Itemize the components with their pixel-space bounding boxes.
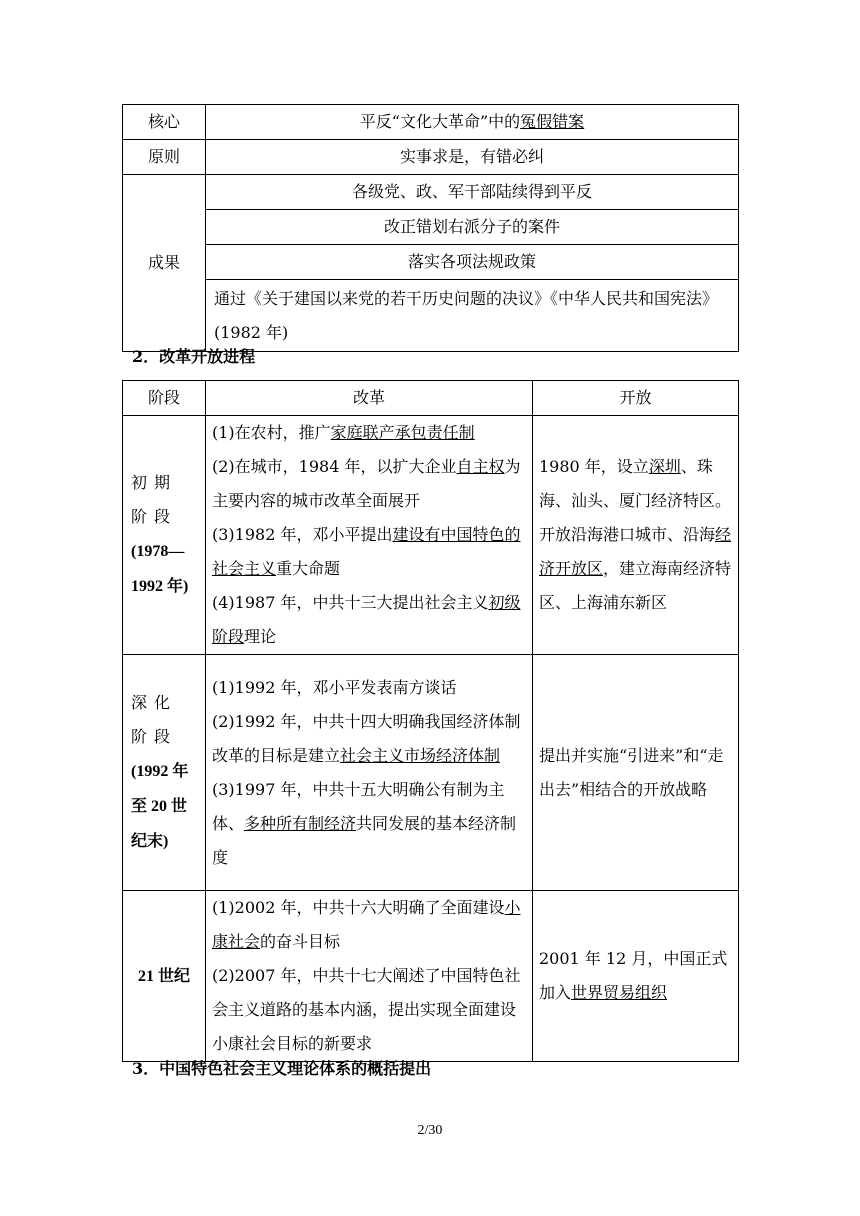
stage-early: 初期阶段 (1978—1992 年) <box>123 416 206 655</box>
header-reform: 改革 <box>206 381 533 416</box>
section-heading-theory: 3．中国特色社会主义理论体系的概括提出 <box>132 1059 432 1078</box>
result-item: 通过《关于建国以来党的若干历史问题的决议》《中华人民共和国宪法》(1982 年) <box>206 280 739 352</box>
reform-item: (3)1997 年，中共十五大明确公有制为主体、多种所有制经济共同发展的基本经济制度 <box>212 779 517 867</box>
reform-deepening <box>206 655 533 891</box>
reform-item: (1)在农村，推广家庭联产承包责任制 <box>212 423 475 442</box>
result-item: 改正错划右派分子的案件 <box>206 210 739 245</box>
core-content: 平反“文化大革命”中的冤假错案 <box>206 105 739 140</box>
header-stage: 阶段 <box>123 381 206 416</box>
reform-21st-century <box>206 891 533 1062</box>
row-label-results: 成果 <box>123 175 206 352</box>
reform-item: (1)1992 年，邓小平发表南方谈话 <box>212 677 457 697</box>
row-label-principle: 原则 <box>123 140 206 175</box>
opening-21st-century: 2001 年 12 月，中国正式加入世界贸易组织 <box>533 891 739 1062</box>
row-label-core: 核心 <box>123 105 206 140</box>
stage-deepening: 深化阶段 (1992 年至 20 世纪末) <box>123 655 206 891</box>
reform-item: (2)在城市，1984 年，以扩大企业自主权为主要内容的城市改革全面展开 <box>212 457 521 510</box>
reform-item: (2)1992 年，中共十四大明确我国经济体制改革的目标是建立社会主义市场经济体制 <box>212 711 521 765</box>
stage-21st-century: 21 世纪 <box>123 891 206 1062</box>
result-item: 各级党、政、军干部陆续得到平反 <box>206 175 739 210</box>
reform-item: (4)1987 年，中共十三大提出社会主义初级阶段理论 <box>212 593 521 646</box>
opening-early: 1980 年，设立深圳、珠海、汕头、厦门经济特区。开放沿海港口城市、沿海经济开放区，建立海南经济特区、上海浦东新区 <box>533 416 739 655</box>
section-heading-reform: 2．改革开放进程 <box>132 347 256 366</box>
opening-deepening: 提出并实施“引进来”和“走出去”相结合的开放战略 <box>533 655 739 891</box>
header-opening: 开放 <box>533 381 739 416</box>
reform-item: (3)1982 年，邓小平提出建设有中国特色的社会主义重大命题 <box>212 525 521 578</box>
reform-item: (2)2007 年，中共十七大阐述了中国特色社会主义道路的基本内涵，提出实现全面建设小康社会目标的新要求 <box>212 966 521 1053</box>
result-item: 落实各项法规政策 <box>206 245 739 280</box>
page-number: 2/30 <box>417 1123 443 1138</box>
reform-opening-table <box>122 380 739 1062</box>
reform-early <box>206 416 533 655</box>
principle-content: 实事求是，有错必纠 <box>206 140 739 175</box>
reform-item: (1)2002 年，中共十六大明确了全面建设小康社会的奋斗目标 <box>212 898 521 951</box>
rectification-table <box>122 104 739 352</box>
